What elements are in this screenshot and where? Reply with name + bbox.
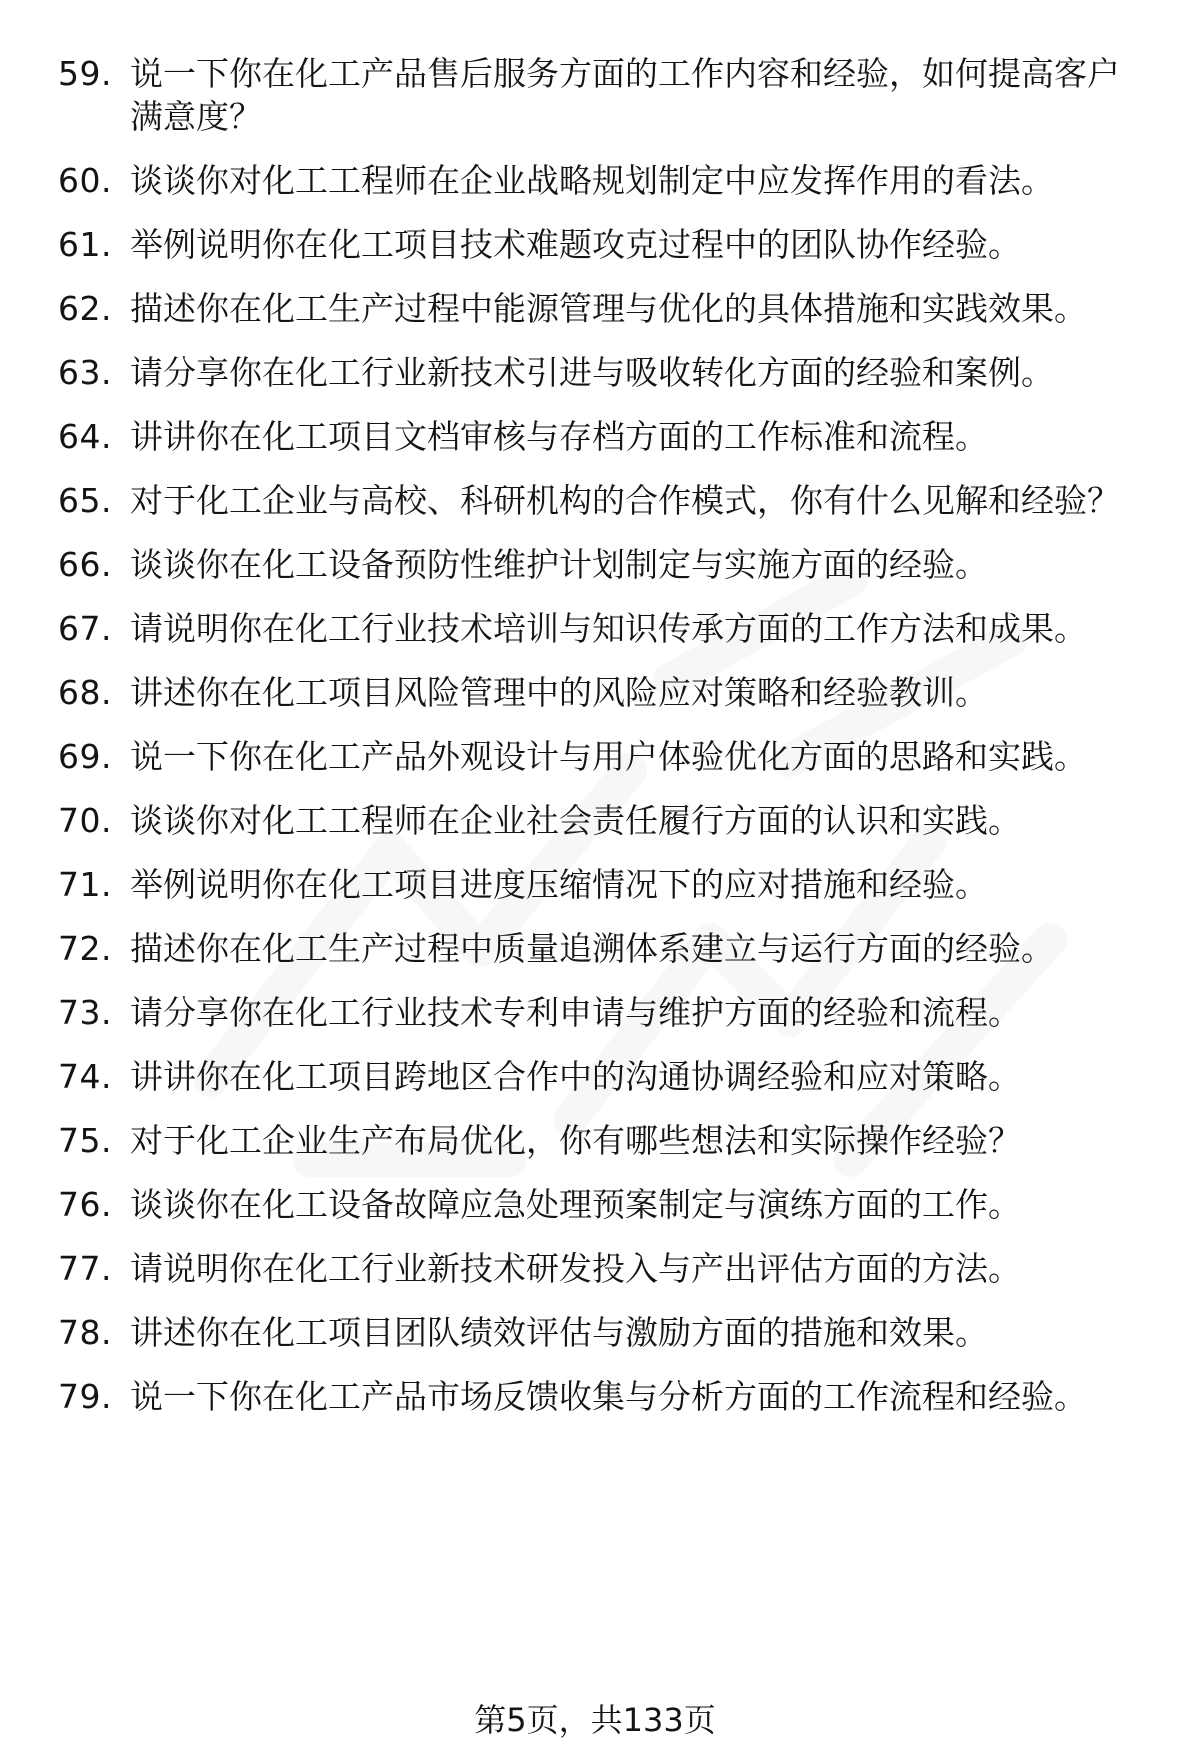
question-text: 举例说明你在化工项目技术难题攻克过程中的团队协作经验。 xyxy=(130,225,1021,264)
list-item xyxy=(58,1311,1148,1354)
question-text: 请分享你在化工行业新技术引进与吸收转化方面的经验和案例。 xyxy=(130,353,1054,392)
list-item xyxy=(58,223,1148,266)
list-item xyxy=(58,287,1148,330)
question-number: 65. xyxy=(58,481,112,520)
page-number: 第5页，共133页 xyxy=(474,1701,716,1739)
list-item xyxy=(58,799,1148,842)
list-item xyxy=(58,1247,1148,1290)
question-text: 讲述你在化工项目风险管理中的风险应对策略和经验教训。 xyxy=(130,673,988,712)
question-text: 对于化工企业与高校、科研机构的合作模式，你有什么见解和经验？ xyxy=(130,481,1120,520)
question-number: 78. xyxy=(58,1313,112,1352)
list-item xyxy=(58,159,1148,202)
list-item xyxy=(58,52,1148,138)
list-item xyxy=(58,927,1148,970)
list-item xyxy=(58,1055,1148,1098)
question-text: 举例说明你在化工项目进度压缩情况下的应对措施和经验。 xyxy=(130,865,988,904)
question-number: 71. xyxy=(58,865,112,904)
question-text: 说一下你在化工产品市场反馈收集与分析方面的工作流程和经验。 xyxy=(130,1377,1087,1416)
question-text: 请说明你在化工行业技术培训与知识传承方面的工作方法和成果。 xyxy=(130,609,1087,648)
question-text: 讲述你在化工项目团队绩效评估与激励方面的措施和效果。 xyxy=(130,1313,988,1352)
question-number: 68. xyxy=(58,673,112,712)
list-item xyxy=(58,351,1148,394)
list-item xyxy=(58,735,1148,778)
question-text: 谈谈你在化工设备预防性维护计划制定与实施方面的经验。 xyxy=(130,545,988,584)
question-text: 说一下你在化工产品外观设计与用户体验优化方面的思路和实践。 xyxy=(130,737,1087,776)
question-text: 讲讲你在化工项目文档审核与存档方面的工作标准和流程。 xyxy=(130,417,988,456)
list-item xyxy=(58,607,1148,650)
list-item xyxy=(58,671,1148,714)
question-number: 79. xyxy=(58,1377,112,1416)
question-text: 谈谈你在化工设备故障应急处理预案制定与演练方面的工作。 xyxy=(130,1185,1021,1224)
question-text: 请说明你在化工行业新技术研发投入与产出评估方面的方法。 xyxy=(130,1249,1021,1288)
list-item xyxy=(58,863,1148,906)
question-text: 说一下你在化工产品售后服务方面的工作内容和经验，如何提高客户满意度？ xyxy=(130,54,1120,136)
question-number: 75. xyxy=(58,1121,112,1160)
question-number: 63. xyxy=(58,353,112,392)
question-text: 谈谈你对化工工程师在企业社会责任履行方面的认识和实践。 xyxy=(130,801,1021,840)
question-number: 74. xyxy=(58,1057,112,1096)
question-number: 77. xyxy=(58,1249,112,1288)
question-number: 69. xyxy=(58,737,112,776)
question-number: 62. xyxy=(58,289,112,328)
list-item xyxy=(58,1375,1148,1418)
question-number: 64. xyxy=(58,417,112,456)
question-text: 描述你在化工生产过程中质量追溯体系建立与运行方面的经验。 xyxy=(130,929,1054,968)
list-item xyxy=(58,1119,1148,1162)
question-number: 76. xyxy=(58,1185,112,1224)
question-list xyxy=(58,52,1148,1439)
question-number: 60. xyxy=(58,161,112,200)
list-item xyxy=(58,415,1148,458)
question-text: 讲讲你在化工项目跨地区合作中的沟通协调经验和应对策略。 xyxy=(130,1057,1021,1096)
question-text: 谈谈你对化工工程师在企业战略规划制定中应发挥作用的看法。 xyxy=(130,161,1054,200)
question-number: 66. xyxy=(58,545,112,584)
question-number: 59. xyxy=(58,54,112,93)
list-item xyxy=(58,479,1148,522)
list-item xyxy=(58,543,1148,586)
question-number: 70. xyxy=(58,801,112,840)
question-number: 73. xyxy=(58,993,112,1032)
question-text: 对于化工企业生产布局优化，你有哪些想法和实际操作经验？ xyxy=(130,1121,1021,1160)
question-text: 请分享你在化工行业技术专利申请与维护方面的经验和流程。 xyxy=(130,993,1021,1032)
list-item xyxy=(58,991,1148,1034)
question-number: 61. xyxy=(58,225,112,264)
question-number: 72. xyxy=(58,929,112,968)
list-item xyxy=(58,1183,1148,1226)
question-text: 描述你在化工生产过程中能源管理与优化的具体措施和实践效果。 xyxy=(130,289,1087,328)
question-number: 67. xyxy=(58,609,112,648)
